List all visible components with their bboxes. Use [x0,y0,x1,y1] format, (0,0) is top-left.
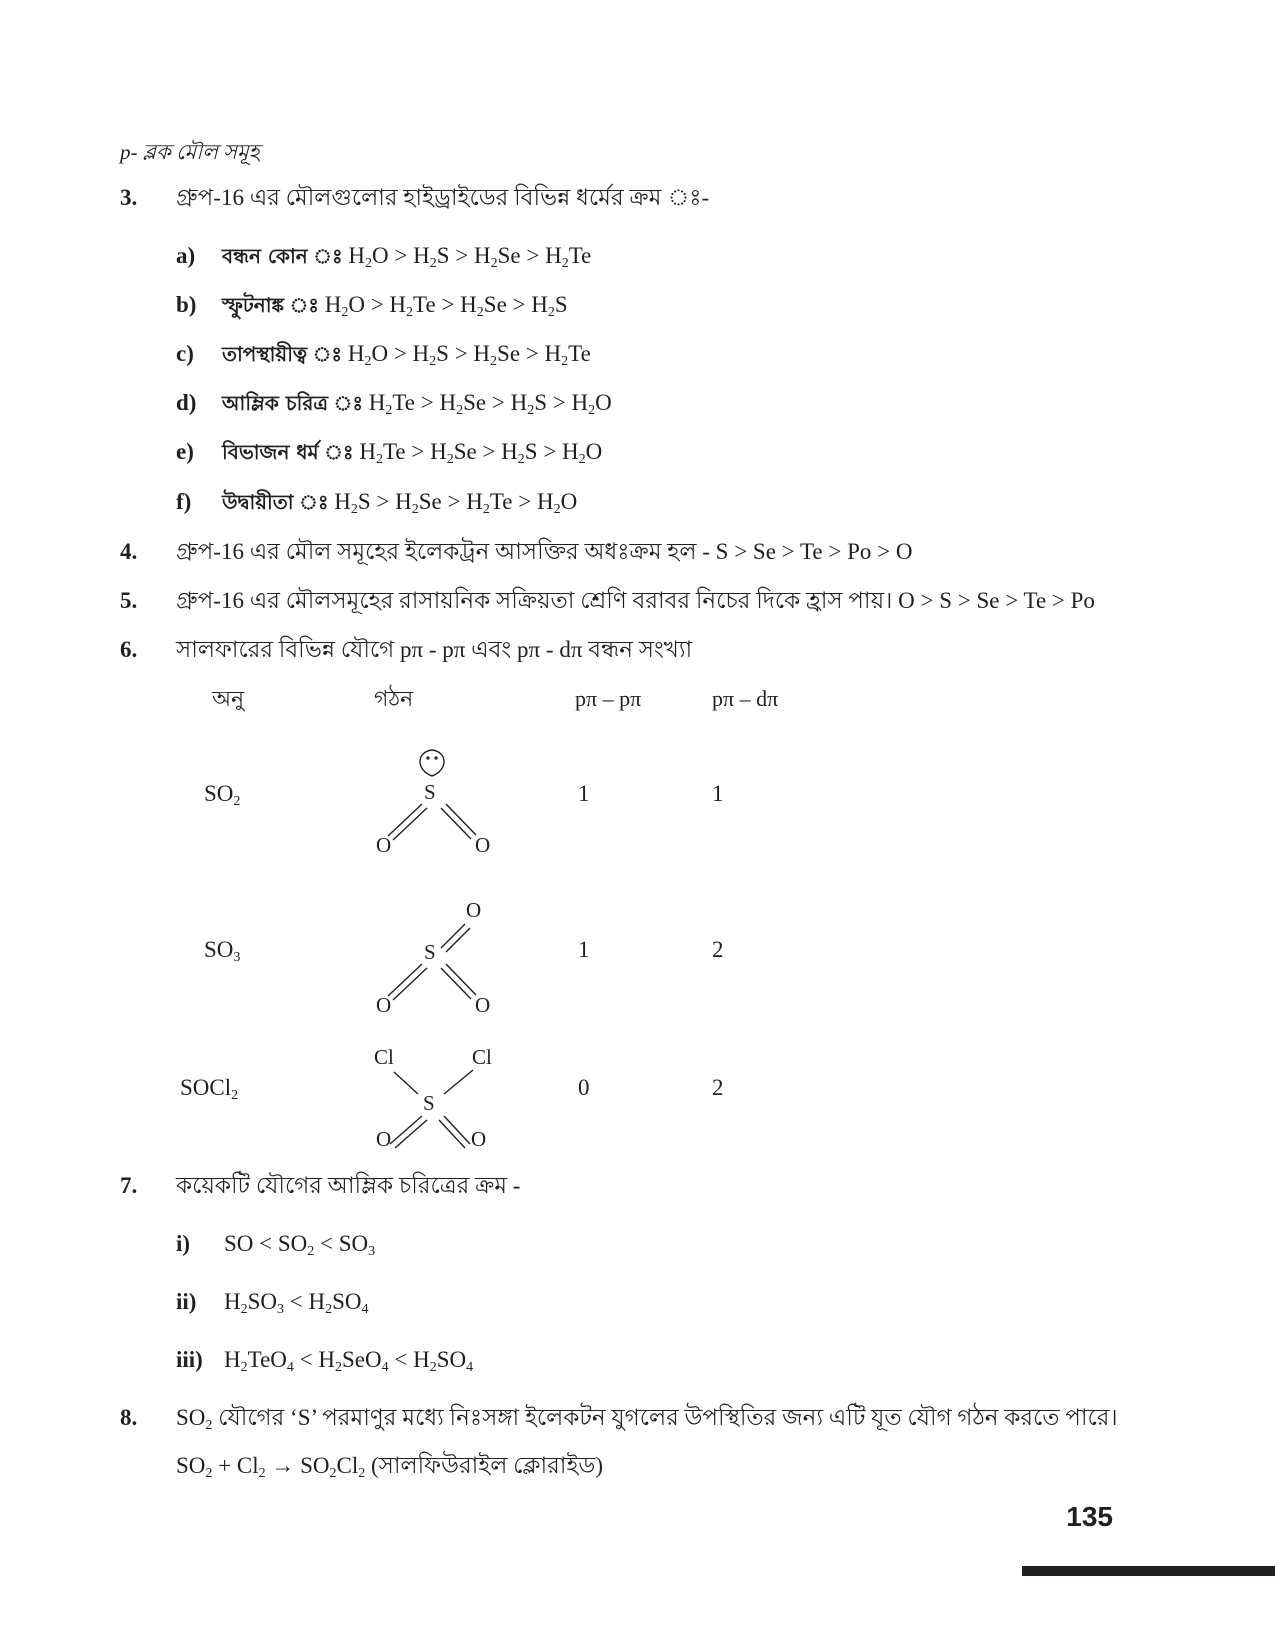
item-4-text: গ্রুপ-16 এর মৌল সমূহের ইলেকট্রন আসক্তির অধঃক্রম হল - S > Se > Te > Po > O [176,539,913,564]
item-4-number: 4. [120,539,138,564]
item-7i-formula: SO < $SO_2 < SO_3$ [224,1231,376,1259]
item-7-number: 7. [120,1173,138,1198]
so3-ppi-dpi: 2 [712,937,724,962]
item-3-text: গ্রুপ-16 এর মৌলগুলোর হাইড্রাইডের বিভিন্ন ধর্মের ক্রম ঃ- [176,185,710,210]
item-3e-formula: $H_2Te > H_2Se > H_2S > H_2O$ [359,439,603,467]
so2-ppi-dpi: 1 [712,781,724,806]
item-5-text: গ্রুপ-16 এর মৌলসমূহের রাসায়নিক সক্রিয়তা শ্রেণি বরাবর নিচের দিকে হ্রাস পায়। O > S > Se > Te > Po [176,588,1095,613]
item-3f-line [222,488,577,516]
socl2-ppi-ppi: 0 [578,1075,590,1100]
item-8-reaction: $SO_2 + Cl_2 \to SO_2Cl_2$ (সালফিউরাইল ক্লোরাইড) [176,1453,604,1481]
so3-o-atom-top: O [466,898,482,922]
item-7iii-formula: $H_2TeO_4 < H_2SeO_4 < H_2SO_4$ [224,1347,474,1375]
footer-bar [1022,1566,1275,1576]
column-header-molecule: অনু [212,686,245,711]
item-7-text: কয়েকটি যৌগের আম্লিক চরিত্রের ক্রম - [176,1173,521,1198]
so2-o-atom-left: O [376,833,392,857]
socl2-ppi-dpi: 2 [712,1075,724,1100]
socl2-cl-atom-right: Cl [472,1045,492,1069]
item-3f-label: f) [176,489,192,514]
item-3b-line [222,291,568,319]
item-8-line: $SO_2$ যৌগের ‘S’ পরমাণুর মধ্যে নিঃসঙ্গা ইলেকটন যুগলের উপস্থিতির জন্য এটি যূত যৌগ গঠন করতে পারে। [176,1405,1118,1433]
so3-ppi-ppi: 1 [578,937,590,962]
item-3c-label: c) [176,341,194,366]
item-3d-property: আম্লিক চরিত্র ঃ [222,391,363,415]
item-7ii-formula: $H_2SO_3 < H_2SO_4$ [224,1289,369,1317]
item-3a-property: বন্ধন কোন ঃ [222,244,343,268]
item-7iii-label: iii) [176,1347,203,1372]
so2-o-atom-right: O [475,833,491,857]
molecule-socl2: SOCl$_2$ [180,1075,239,1103]
socl2-structure [360,1040,510,1155]
socl2-o-atom-left: O [376,1127,392,1151]
item-8-number: 8. [120,1405,138,1430]
item-3e-line [222,438,602,466]
item-6-number: 6. [120,637,138,662]
column-header-structure: গঠন [374,686,414,711]
page-number: 135 [1066,1501,1113,1532]
item-3b-label: b) [176,292,197,317]
item-8-reaction-name: (সালফিউরাইল ক্লোরাইড) [371,1453,604,1478]
socl2-s-atom: S [423,1091,435,1115]
item-3b-property: স্ফুটনাঙ্ক ঃ [222,293,319,317]
item-3b-formula: $H_2O > H_2Te > H_2Se > H_2S$ [324,292,568,320]
item-3d-formula: $H_2Te > H_2Se > H_2S > H_2O$ [368,390,612,418]
so3-structure [360,890,510,1015]
so2-ppi-ppi: 1 [578,781,590,806]
so2-structure [360,738,510,858]
item-7i-label: i) [176,1231,191,1256]
item-3e-label: e) [176,439,194,464]
so3-o-atom-left: O [376,993,392,1015]
item-3a-formula: $H_2O > H_2S > H_2Se > H_2Te$ [348,243,592,271]
item-3d-label: d) [176,390,197,415]
column-header-ppi-dpi: pπ – dπ [712,686,779,711]
column-header-ppi-ppi: pπ – pπ [575,686,642,711]
molecule-so3: $SO_3$ [204,937,241,965]
item-7ii-label: ii) [176,1289,197,1314]
molecule-so2: $SO_2$ [204,781,241,809]
item-3a-label: a) [176,243,196,268]
item-3d-line [222,389,612,417]
item-3f-formula: $H_2S > H_2Se > H_2Te > H_2O$ [334,489,578,517]
item-3c-property: তাপস্থায়ীত্ব ঃ [222,342,343,366]
socl2-cl-atom-left: Cl [374,1045,394,1069]
item-8-text: যৌগের ‘S’ পরমাণুর মধ্যে নিঃসঙ্গা ইলেকটন যুগলের উপস্থিতির জন্য এটি যূত যৌগ গঠন করতে পারে। [218,1405,1118,1430]
item-3c-line [222,340,591,368]
item-3c-formula: $H_2O > H_2S > H_2Se > H_2Te$ [347,341,591,369]
page-header: p- ব্লক মৌল সমূহ [120,140,260,164]
item-3f-property: উদ্বায়ীতা ঃ [222,490,329,514]
item-6-text: সালফারের বিভিন্ন যৌগে pπ - pπ এবং pπ - dπ বন্ধন সংখ্যা [176,637,693,662]
item-3-number: 3. [120,185,138,210]
item-3a-line [222,242,591,270]
so2-s-atom: S [424,780,436,804]
item-3e-property: বিভাজন ধর্ম ঃ [222,440,354,464]
socl2-o-atom-right: O [471,1127,487,1151]
so3-o-atom-right: O [475,993,491,1015]
item-5-number: 5. [120,588,138,613]
so3-s-atom: S [424,940,436,964]
